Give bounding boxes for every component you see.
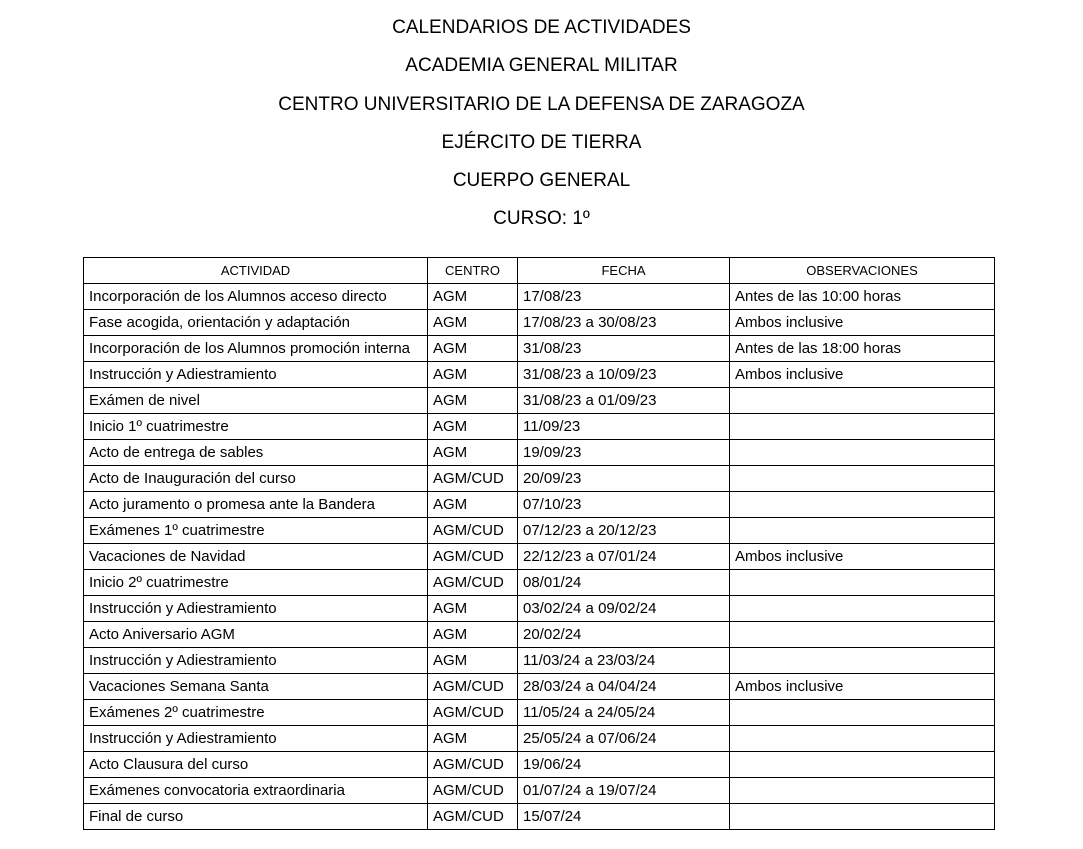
cell-observaciones bbox=[730, 752, 995, 778]
cell-observaciones bbox=[730, 570, 995, 596]
cell-fecha: 08/01/24 bbox=[518, 570, 730, 596]
cell-observaciones: Antes de las 10:00 horas bbox=[730, 284, 995, 310]
cell-observaciones: Ambos inclusive bbox=[730, 674, 995, 700]
cell-actividad: Vacaciones de Navidad bbox=[84, 544, 428, 570]
cell-centro: AGM bbox=[428, 362, 518, 388]
cell-centro: AGM/CUD bbox=[428, 752, 518, 778]
table-row bbox=[84, 466, 995, 492]
cell-observaciones bbox=[730, 466, 995, 492]
cell-actividad: Acto juramento o promesa ante la Bandera bbox=[84, 492, 428, 518]
cell-fecha: 11/05/24 a 24/05/24 bbox=[518, 700, 730, 726]
cell-centro: AGM bbox=[428, 284, 518, 310]
cell-centro: AGM/CUD bbox=[428, 674, 518, 700]
cell-fecha: 01/07/24 a 19/07/24 bbox=[518, 778, 730, 804]
cell-centro: AGM/CUD bbox=[428, 518, 518, 544]
cell-observaciones bbox=[730, 388, 995, 414]
cell-centro: AGM/CUD bbox=[428, 778, 518, 804]
cell-actividad: Instrucción y Adiestramiento bbox=[84, 596, 428, 622]
column-header-observaciones: OBSERVACIONES bbox=[730, 258, 995, 284]
header-course: CURSO: 1º bbox=[493, 208, 590, 229]
cell-centro: AGM bbox=[428, 310, 518, 336]
table-row bbox=[84, 518, 995, 544]
cell-fecha: 19/09/23 bbox=[518, 440, 730, 466]
cell-fecha: 28/03/24 a 04/04/24 bbox=[518, 674, 730, 700]
cell-actividad: Acto Aniversario AGM bbox=[84, 622, 428, 648]
table-row bbox=[84, 310, 995, 336]
cell-observaciones: Ambos inclusive bbox=[730, 544, 995, 570]
table-row bbox=[84, 570, 995, 596]
table-row bbox=[84, 284, 995, 310]
table-row bbox=[84, 440, 995, 466]
cell-actividad: Exámenes 1º cuatrimestre bbox=[84, 518, 428, 544]
table-row bbox=[84, 622, 995, 648]
cell-fecha: 17/08/23 a 30/08/23 bbox=[518, 310, 730, 336]
cell-observaciones: Ambos inclusive bbox=[730, 310, 995, 336]
cell-observaciones bbox=[730, 492, 995, 518]
cell-actividad: Vacaciones Semana Santa bbox=[84, 674, 428, 700]
table-row bbox=[84, 492, 995, 518]
cell-fecha: 03/02/24 a 09/02/24 bbox=[518, 596, 730, 622]
cell-fecha: 07/12/23 a 20/12/23 bbox=[518, 518, 730, 544]
cell-observaciones bbox=[730, 440, 995, 466]
table-row bbox=[84, 388, 995, 414]
cell-observaciones bbox=[730, 414, 995, 440]
cell-fecha: 15/07/24 bbox=[518, 804, 730, 830]
cell-fecha: 25/05/24 a 07/06/24 bbox=[518, 726, 730, 752]
cell-actividad: Instrucción y Adiestramiento bbox=[84, 362, 428, 388]
header-academy: ACADEMIA GENERAL MILITAR bbox=[405, 55, 678, 76]
cell-centro: AGM/CUD bbox=[428, 804, 518, 830]
table-body bbox=[84, 284, 995, 830]
cell-actividad: Exámenes convocatoria extraordinaria bbox=[84, 778, 428, 804]
cell-fecha: 11/09/23 bbox=[518, 414, 730, 440]
header-center: CENTRO UNIVERSITARIO DE LA DEFENSA DE ZARAGOZA bbox=[278, 94, 805, 115]
header-corps: CUERPO GENERAL bbox=[452, 170, 631, 191]
table-row bbox=[84, 804, 995, 830]
table-row bbox=[84, 596, 995, 622]
cell-centro: AGM bbox=[428, 440, 518, 466]
cell-centro: AGM bbox=[428, 414, 518, 440]
cell-observaciones bbox=[730, 648, 995, 674]
cell-fecha: 22/12/23 a 07/01/24 bbox=[518, 544, 730, 570]
cell-fecha: 31/08/23 bbox=[518, 336, 730, 362]
cell-actividad: Incorporación de los Alumnos promoción interna bbox=[84, 336, 428, 362]
table-row bbox=[84, 726, 995, 752]
column-header-centro: CENTRO bbox=[428, 258, 518, 284]
cell-observaciones: Ambos inclusive bbox=[730, 362, 995, 388]
cell-observaciones bbox=[730, 726, 995, 752]
table-row bbox=[84, 362, 995, 388]
table-row bbox=[84, 648, 995, 674]
cell-observaciones bbox=[730, 518, 995, 544]
cell-actividad: Incorporación de los Alumnos acceso directo bbox=[84, 284, 428, 310]
cell-fecha: 20/09/23 bbox=[518, 466, 730, 492]
column-header-actividad: ACTIVIDAD bbox=[84, 258, 428, 284]
cell-fecha: 31/08/23 a 01/09/23 bbox=[518, 388, 730, 414]
cell-actividad: Exámen de nivel bbox=[84, 388, 428, 414]
cell-actividad: Acto Clausura del curso bbox=[84, 752, 428, 778]
cell-centro: AGM/CUD bbox=[428, 466, 518, 492]
table-row bbox=[84, 414, 995, 440]
cell-actividad: Fase acogida, orientación y adaptación bbox=[84, 310, 428, 336]
header-title: CALENDARIOS DE ACTIVIDADES bbox=[392, 17, 691, 38]
cell-centro: AGM bbox=[428, 726, 518, 752]
cell-actividad: Inicio 2º cuatrimestre bbox=[84, 570, 428, 596]
cell-actividad: Instrucción y Adiestramiento bbox=[84, 726, 428, 752]
cell-actividad: Final de curso bbox=[84, 804, 428, 830]
cell-centro: AGM/CUD bbox=[428, 544, 518, 570]
cell-centro: AGM bbox=[428, 648, 518, 674]
cell-fecha: 20/02/24 bbox=[518, 622, 730, 648]
cell-observaciones bbox=[730, 778, 995, 804]
column-header-fecha: FECHA bbox=[518, 258, 730, 284]
cell-observaciones: Antes de las 18:00 horas bbox=[730, 336, 995, 362]
cell-actividad: Acto de Inauguración del curso bbox=[84, 466, 428, 492]
cell-observaciones bbox=[730, 804, 995, 830]
cell-fecha: 31/08/23 a 10/09/23 bbox=[518, 362, 730, 388]
cell-centro: AGM bbox=[428, 336, 518, 362]
activities-table bbox=[83, 257, 995, 830]
cell-fecha: 11/03/24 a 23/03/24 bbox=[518, 648, 730, 674]
table-header-row bbox=[84, 258, 995, 284]
cell-observaciones bbox=[730, 596, 995, 622]
table-row bbox=[84, 544, 995, 570]
table-row bbox=[84, 700, 995, 726]
cell-centro: AGM bbox=[428, 492, 518, 518]
cell-centro: AGM/CUD bbox=[428, 570, 518, 596]
cell-actividad: Inicio 1º cuatrimestre bbox=[84, 414, 428, 440]
cell-actividad: Exámenes 2º cuatrimestre bbox=[84, 700, 428, 726]
cell-fecha: 19/06/24 bbox=[518, 752, 730, 778]
cell-centro: AGM bbox=[428, 596, 518, 622]
table-row bbox=[84, 336, 995, 362]
cell-actividad: Instrucción y Adiestramiento bbox=[84, 648, 428, 674]
cell-observaciones bbox=[730, 622, 995, 648]
cell-centro: AGM bbox=[428, 622, 518, 648]
header-army: EJÉRCITO DE TIERRA bbox=[441, 132, 642, 153]
cell-fecha: 17/08/23 bbox=[518, 284, 730, 310]
cell-centro: AGM bbox=[428, 388, 518, 414]
table-row bbox=[84, 752, 995, 778]
cell-fecha: 07/10/23 bbox=[518, 492, 730, 518]
table-row bbox=[84, 778, 995, 804]
table-row bbox=[84, 674, 995, 700]
cell-actividad: Acto de entrega de sables bbox=[84, 440, 428, 466]
cell-centro: AGM/CUD bbox=[428, 700, 518, 726]
cell-observaciones bbox=[730, 700, 995, 726]
